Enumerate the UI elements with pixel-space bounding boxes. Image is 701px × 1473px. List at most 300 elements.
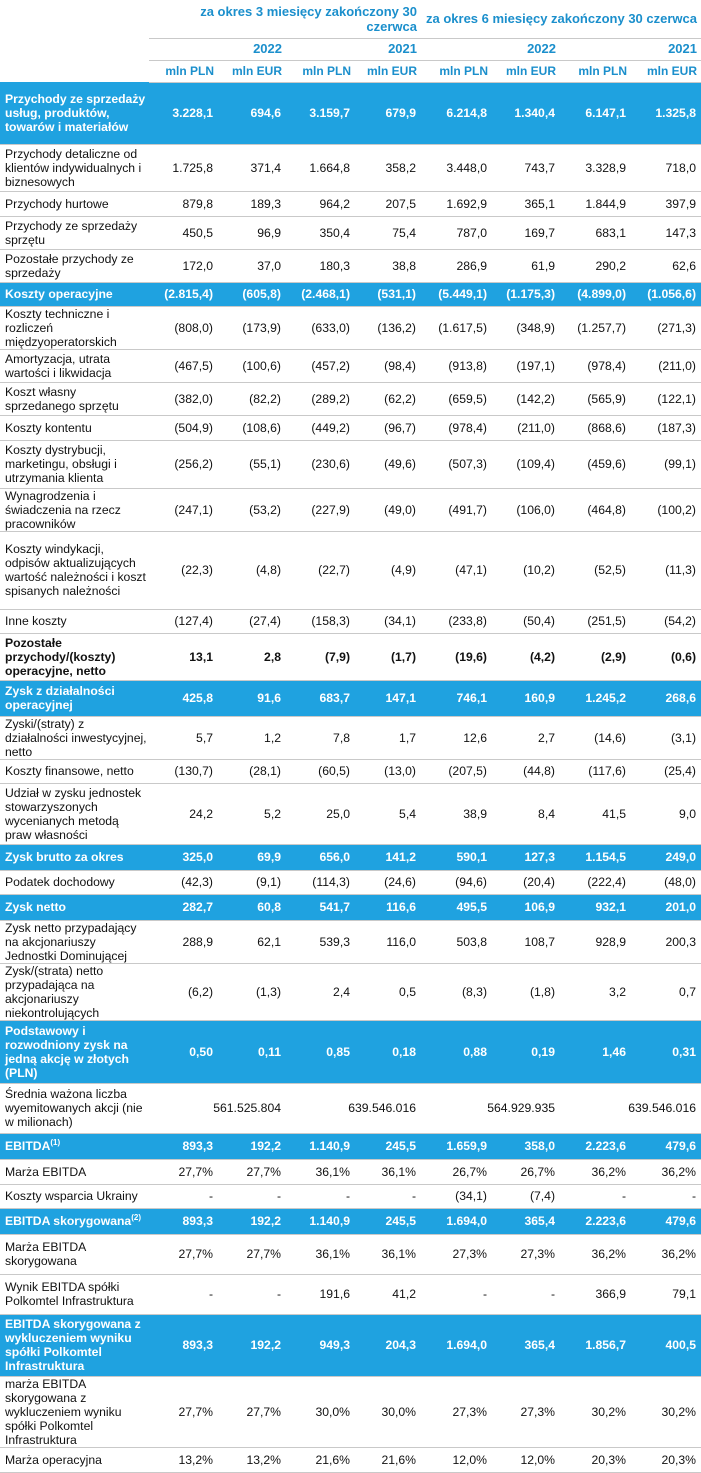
- table-cell: 200,3: [631, 920, 701, 963]
- table-cell: 1.694,0: [421, 1314, 492, 1376]
- table-cell: 27,3%: [492, 1376, 560, 1447]
- table-cell: 0,18: [355, 1020, 421, 1083]
- table-cell: 7,8: [286, 716, 355, 759]
- table-cell: (6,2): [149, 963, 218, 1020]
- table-row: [0, 382, 701, 415]
- table-cell: (7,9): [286, 633, 355, 680]
- table-cell: (251,5): [560, 609, 631, 633]
- table-cell: 1.725,8: [149, 144, 218, 191]
- table-cell: 96,9: [218, 216, 286, 249]
- table-cell: -: [286, 1184, 355, 1208]
- table-cell: 656,0: [286, 844, 355, 870]
- row-label: [0, 249, 149, 282]
- table-cell: 503,8: [421, 920, 492, 963]
- table-cell: (633,0): [286, 306, 355, 349]
- row-label-text: Pozostałe przychody ze sprzedaży: [5, 251, 134, 280]
- row-label: [0, 1274, 149, 1314]
- footnote-marker: (2): [131, 1212, 141, 1222]
- table-row: [0, 415, 701, 440]
- table-cell: 1.340,4: [492, 82, 560, 144]
- table-row: [0, 1083, 701, 1133]
- table-row: [0, 1274, 701, 1314]
- table-cell: 479,6: [631, 1208, 701, 1234]
- table-cell: 365,1: [492, 191, 560, 216]
- table-cell: (348,9): [492, 306, 560, 349]
- table-row: [0, 894, 701, 920]
- table-cell: 30,2%: [631, 1376, 701, 1447]
- table-cell: 1.659,9: [421, 1133, 492, 1159]
- table-cell: 27,7%: [218, 1159, 286, 1184]
- table-cell: 2,7: [492, 716, 560, 759]
- row-label: [0, 144, 149, 191]
- table-cell: 189,3: [218, 191, 286, 216]
- table-cell: (96,7): [355, 415, 421, 440]
- table-cell: (22,7): [286, 531, 355, 609]
- table-cell: 1.140,9: [286, 1208, 355, 1234]
- table-cell: 718,0: [631, 144, 701, 191]
- table-cell: (34,1): [421, 1184, 492, 1208]
- row-label: [0, 1314, 149, 1376]
- table-cell: (659,5): [421, 382, 492, 415]
- row-label-text: Przychody ze sprzedaży usług, produktów, towarów i materiałów: [5, 91, 146, 134]
- row-label: [0, 1184, 149, 1208]
- row-label: [0, 1234, 149, 1274]
- table-cell: (62,2): [355, 382, 421, 415]
- table-cell: 201,0: [631, 894, 701, 920]
- table-cell: 41,5: [560, 783, 631, 844]
- table-cell: 1.140,9: [286, 1133, 355, 1159]
- table-cell: 27,3%: [492, 1234, 560, 1274]
- table-cell: (233,8): [421, 609, 492, 633]
- table-cell: (8,3): [421, 963, 492, 1020]
- table-cell: 20,3%: [560, 1447, 631, 1472]
- row-label: [0, 920, 149, 963]
- row-label: [0, 1447, 149, 1472]
- table-row: [0, 844, 701, 870]
- table-cell: 639.546.016: [560, 1083, 701, 1133]
- table-cell: (48,0): [631, 870, 701, 894]
- table-cell: 62,1: [218, 920, 286, 963]
- table-cell: (109,4): [492, 440, 560, 488]
- table-cell: 245,5: [355, 1133, 421, 1159]
- period-header-3m: za okres 3 miesięcy zakończony 30 czerwca: [149, 0, 421, 38]
- table-cell: 27,3%: [421, 1234, 492, 1274]
- table-row: [0, 920, 701, 963]
- row-label-text: Udział w zysku jednostek stowarzyszonych wycenianych metodą praw własności: [5, 785, 142, 842]
- table-cell: 36,1%: [355, 1159, 421, 1184]
- table-cell: 36,1%: [355, 1234, 421, 1274]
- table-row: [0, 1234, 701, 1274]
- table-cell: 21,6%: [286, 1447, 355, 1472]
- table-row: [0, 216, 701, 249]
- table-cell: 694,6: [218, 82, 286, 144]
- table-cell: (382,0): [149, 382, 218, 415]
- table-cell: (4,8): [218, 531, 286, 609]
- table-cell: 425,8: [149, 680, 218, 716]
- table-cell: 169,7: [492, 216, 560, 249]
- row-label-text: Podstawowy i rozwodniony zysk na jedną akcję w złotych (PLN): [5, 1023, 129, 1080]
- table-cell: (19,6): [421, 633, 492, 680]
- table-row: [0, 963, 701, 1020]
- table-cell: 30,0%: [355, 1376, 421, 1447]
- row-label-text: Zyski/(straty) z działalności inwestycyjnej, netto: [5, 716, 147, 759]
- header-blank: [0, 0, 149, 38]
- table-cell: 27,7%: [218, 1376, 286, 1447]
- table-cell: (271,3): [631, 306, 701, 349]
- table-cell: 787,0: [421, 216, 492, 249]
- table-cell: 2,4: [286, 963, 355, 1020]
- table-cell: (14,6): [560, 716, 631, 759]
- row-label: [0, 82, 149, 144]
- table-cell: (53,2): [218, 488, 286, 531]
- table-cell: 36,2%: [560, 1159, 631, 1184]
- table-row: [0, 633, 701, 680]
- unit-header: mln EUR: [631, 60, 701, 82]
- table-cell: 564.929.935: [421, 1083, 560, 1133]
- table-cell: (211,0): [631, 349, 701, 382]
- table-cell: 2.223,6: [560, 1133, 631, 1159]
- row-label: [0, 633, 149, 680]
- table-cell: 371,4: [218, 144, 286, 191]
- period-header-6m: za okres 6 miesięcy zakończony 30 czerwca: [421, 0, 701, 38]
- table-cell: (256,2): [149, 440, 218, 488]
- table-cell: 5,7: [149, 716, 218, 759]
- table-cell: 2.223,6: [560, 1208, 631, 1234]
- table-cell: 1.844,9: [560, 191, 631, 216]
- table-cell: 0,11: [218, 1020, 286, 1083]
- table-cell: (868,6): [560, 415, 631, 440]
- table-cell: 108,7: [492, 920, 560, 963]
- row-label: [0, 1083, 149, 1133]
- table-cell: (99,1): [631, 440, 701, 488]
- table-cell: (197,1): [492, 349, 560, 382]
- table-row: [0, 1314, 701, 1376]
- table-cell: (106,0): [492, 488, 560, 531]
- table-row: [0, 349, 701, 382]
- unit-header: mln PLN: [149, 60, 218, 82]
- table-cell: (0,6): [631, 633, 701, 680]
- row-label-text: Zysk brutto za okres: [5, 850, 124, 864]
- table-cell: (207,5): [421, 759, 492, 783]
- row-label-text: Zysk netto: [5, 900, 66, 914]
- row-label-text: Koszty finansowe, netto: [5, 764, 134, 778]
- table-cell: 1.664,8: [286, 144, 355, 191]
- table-cell: (531,1): [355, 282, 421, 306]
- table-cell: (464,8): [560, 488, 631, 531]
- table-cell: 192,2: [218, 1208, 286, 1234]
- table-cell: 13,1: [149, 633, 218, 680]
- row-label-text: Koszt własny sprzedanego sprzętu: [5, 384, 119, 413]
- table-cell: (230,6): [286, 440, 355, 488]
- table-cell: (605,8): [218, 282, 286, 306]
- table-cell: (5.449,1): [421, 282, 492, 306]
- table-cell: 1.245,2: [560, 680, 631, 716]
- table-cell: 106,9: [492, 894, 560, 920]
- table-cell: 60,8: [218, 894, 286, 920]
- table-row: [0, 609, 701, 633]
- table-cell: 0,50: [149, 1020, 218, 1083]
- table-cell: (117,6): [560, 759, 631, 783]
- table-cell: (2.468,1): [286, 282, 355, 306]
- table-cell: 204,3: [355, 1314, 421, 1376]
- row-label-text: EBITDA: [5, 1139, 51, 1153]
- table-cell: 245,5: [355, 1208, 421, 1234]
- row-label-text: Amortyzacja, utrata wartości i likwidacja: [5, 351, 112, 380]
- table-cell: (211,0): [492, 415, 560, 440]
- table-cell: (1,8): [492, 963, 560, 1020]
- table-cell: (142,2): [492, 382, 560, 415]
- table-cell: 75,4: [355, 216, 421, 249]
- row-label-text: Wynagrodzenia i świadczenia na rzecz pracowników: [5, 488, 121, 531]
- table-cell: (1.257,7): [560, 306, 631, 349]
- table-cell: 0,85: [286, 1020, 355, 1083]
- table-cell: (247,1): [149, 488, 218, 531]
- row-label-text: Wynik EBITDA spółki Polkomtel Infrastruktura: [5, 1280, 134, 1308]
- table-cell: (491,7): [421, 488, 492, 531]
- table-cell: 539,3: [286, 920, 355, 963]
- table-cell: 116,6: [355, 894, 421, 920]
- table-cell: (34,1): [355, 609, 421, 633]
- table-cell: 268,6: [631, 680, 701, 716]
- table-cell: 286,9: [421, 249, 492, 282]
- table-cell: 964,2: [286, 191, 355, 216]
- table-cell: 3.448,0: [421, 144, 492, 191]
- table-cell: 1,7: [355, 716, 421, 759]
- table-cell: 12,0%: [492, 1447, 560, 1472]
- table-cell: (42,3): [149, 870, 218, 894]
- table-cell: 1.856,7: [560, 1314, 631, 1376]
- unit-header: mln PLN: [560, 60, 631, 82]
- table-row: [0, 1184, 701, 1208]
- table-cell: 147,3: [631, 216, 701, 249]
- table-cell: 116,0: [355, 920, 421, 963]
- table-cell: 25,0: [286, 783, 355, 844]
- table-cell: -: [631, 1184, 701, 1208]
- table-cell: (28,1): [218, 759, 286, 783]
- table-cell: 288,9: [149, 920, 218, 963]
- table-cell: 12,6: [421, 716, 492, 759]
- table-cell: 27,7%: [149, 1234, 218, 1274]
- table-cell: (467,5): [149, 349, 218, 382]
- table-cell: 160,9: [492, 680, 560, 716]
- table-cell: (565,9): [560, 382, 631, 415]
- table-cell: 0,19: [492, 1020, 560, 1083]
- table-cell: 180,3: [286, 249, 355, 282]
- table-row: [0, 870, 701, 894]
- table-cell: (136,2): [355, 306, 421, 349]
- table-cell: 69,9: [218, 844, 286, 870]
- table-row: [0, 1020, 701, 1083]
- row-label-text: Koszty kontentu: [5, 420, 92, 435]
- table-cell: -: [355, 1184, 421, 1208]
- row-label-text: Podatek dochodowy: [5, 875, 115, 889]
- table-cell: 192,2: [218, 1314, 286, 1376]
- row-label-text: Przychody detaliczne od klientów indywidualnych i biznesowych: [5, 146, 142, 189]
- table-cell: 36,2%: [560, 1234, 631, 1274]
- table-cell: (808,0): [149, 306, 218, 349]
- row-label: [0, 306, 149, 349]
- row-label-text: Koszty windykacji, odpisów aktualizujących wartość należności i koszt spisanych należności: [5, 542, 146, 598]
- row-label-text: Koszty operacyjne: [5, 287, 113, 301]
- row-label: [0, 349, 149, 382]
- table-row: [0, 488, 701, 531]
- table-cell: 79,1: [631, 1274, 701, 1314]
- table-cell: (127,4): [149, 609, 218, 633]
- row-label: [0, 1208, 149, 1234]
- table-body: [0, 82, 701, 1472]
- row-label: [0, 282, 149, 306]
- table-cell: 21,6%: [355, 1447, 421, 1472]
- row-label: [0, 716, 149, 759]
- year-header-row: [0, 38, 701, 60]
- table-cell: (2,9): [560, 633, 631, 680]
- unit-header: mln EUR: [218, 60, 286, 82]
- row-label-text: Marża operacyjna: [5, 1452, 102, 1467]
- table-cell: 207,5: [355, 191, 421, 216]
- table-cell: -: [421, 1274, 492, 1314]
- row-label: [0, 1159, 149, 1184]
- row-label: [0, 759, 149, 783]
- table-cell: 932,1: [560, 894, 631, 920]
- table-cell: 1.154,5: [560, 844, 631, 870]
- table-cell: -: [149, 1184, 218, 1208]
- header-blank: [0, 38, 149, 60]
- table-cell: 3.159,7: [286, 82, 355, 144]
- table-cell: (158,3): [286, 609, 355, 633]
- table-cell: 683,7: [286, 680, 355, 716]
- row-label: [0, 440, 149, 488]
- table-cell: 20,3%: [631, 1447, 701, 1472]
- table-cell: (49,6): [355, 440, 421, 488]
- table-cell: 192,2: [218, 1133, 286, 1159]
- table-cell: (507,3): [421, 440, 492, 488]
- row-label: [0, 191, 149, 216]
- table-cell: 1.325,8: [631, 82, 701, 144]
- table-row: [0, 82, 701, 144]
- table-cell: (222,4): [560, 870, 631, 894]
- table-cell: 366,9: [560, 1274, 631, 1314]
- table-cell: 127,3: [492, 844, 560, 870]
- table-cell: (457,2): [286, 349, 355, 382]
- table-cell: (978,4): [560, 349, 631, 382]
- table-cell: (1,3): [218, 963, 286, 1020]
- table-row: [0, 1159, 701, 1184]
- table-cell: (49,0): [355, 488, 421, 531]
- table-cell: (22,3): [149, 531, 218, 609]
- table-row: [0, 282, 701, 306]
- table-cell: (27,4): [218, 609, 286, 633]
- table-cell: 27,7%: [149, 1159, 218, 1184]
- table-cell: 358,2: [355, 144, 421, 191]
- row-label: [0, 216, 149, 249]
- table-row: [0, 144, 701, 191]
- table-cell: (173,9): [218, 306, 286, 349]
- table-cell: 679,9: [355, 82, 421, 144]
- table-cell: 61,9: [492, 249, 560, 282]
- table-cell: (94,6): [421, 870, 492, 894]
- table-cell: 36,1%: [286, 1234, 355, 1274]
- row-label-text: Marża EBITDA: [5, 1164, 87, 1179]
- footnote-marker: (1): [50, 1137, 61, 1147]
- table-cell: 1.692,9: [421, 191, 492, 216]
- table-cell: 893,3: [149, 1133, 218, 1159]
- table-cell: 5,2: [218, 783, 286, 844]
- table-cell: 37,0: [218, 249, 286, 282]
- table-cell: 746,1: [421, 680, 492, 716]
- unit-header: mln PLN: [421, 60, 492, 82]
- row-label-text: Koszty wsparcia Ukrainy: [5, 1189, 138, 1203]
- table-cell: (114,3): [286, 870, 355, 894]
- year-header: 2021: [286, 38, 421, 60]
- table-cell: 6.214,8: [421, 82, 492, 144]
- table-cell: (9,1): [218, 870, 286, 894]
- table-row: [0, 249, 701, 282]
- row-label: [0, 415, 149, 440]
- row-label-text: Przychody hurtowe: [5, 196, 109, 211]
- table-cell: 1,2: [218, 716, 286, 759]
- table-cell: -: [492, 1274, 560, 1314]
- table-cell: -: [149, 1274, 218, 1314]
- table-row: [0, 1208, 701, 1234]
- table-cell: 41,2: [355, 1274, 421, 1314]
- table-cell: 397,9: [631, 191, 701, 216]
- table-cell: 365,4: [492, 1314, 560, 1376]
- row-label-text: marża EBITDA skorygowana z wykluczeniem wyniku spółki Polkomtel Infrastruktura: [5, 1376, 122, 1447]
- table-cell: (25,4): [631, 759, 701, 783]
- table-row: [0, 1133, 701, 1159]
- table-cell: 5,4: [355, 783, 421, 844]
- table-cell: (10,2): [492, 531, 560, 609]
- table-cell: 27,7%: [149, 1376, 218, 1447]
- table-cell: 30,0%: [286, 1376, 355, 1447]
- table-row: [0, 306, 701, 349]
- table-cell: (108,6): [218, 415, 286, 440]
- row-label-text: Koszty techniczne i rozliczeń międzyoperatorskich: [5, 306, 117, 349]
- table-cell: 928,9: [560, 920, 631, 963]
- table-cell: 282,7: [149, 894, 218, 920]
- table-row: [0, 759, 701, 783]
- table-cell: 172,0: [149, 249, 218, 282]
- table-row: [0, 680, 701, 716]
- row-label: [0, 783, 149, 844]
- table-cell: 743,7: [492, 144, 560, 191]
- table-cell: (187,3): [631, 415, 701, 440]
- table-cell: 30,2%: [560, 1376, 631, 1447]
- row-label: [0, 609, 149, 633]
- table-cell: (20,4): [492, 870, 560, 894]
- row-label: [0, 963, 149, 1020]
- table-cell: 893,3: [149, 1208, 218, 1234]
- row-label: [0, 1376, 149, 1447]
- table-cell: -: [560, 1184, 631, 1208]
- table-cell: 325,0: [149, 844, 218, 870]
- table-cell: 62,6: [631, 249, 701, 282]
- table-row: [0, 716, 701, 759]
- table-cell: 6.147,1: [560, 82, 631, 144]
- table-cell: 561.525.804: [149, 1083, 286, 1133]
- row-label: [0, 1133, 149, 1159]
- table-cell: 0,31: [631, 1020, 701, 1083]
- table-cell: (459,6): [560, 440, 631, 488]
- unit-header: mln PLN: [286, 60, 355, 82]
- row-label-text: Zysk netto przypadający na akcjonariuszy Jednostki Dominującej: [5, 920, 137, 963]
- table-row: [0, 191, 701, 216]
- table-cell: (60,5): [286, 759, 355, 783]
- table-cell: (55,1): [218, 440, 286, 488]
- table-cell: 590,1: [421, 844, 492, 870]
- table-cell: 1.694,0: [421, 1208, 492, 1234]
- table-row: [0, 1447, 701, 1472]
